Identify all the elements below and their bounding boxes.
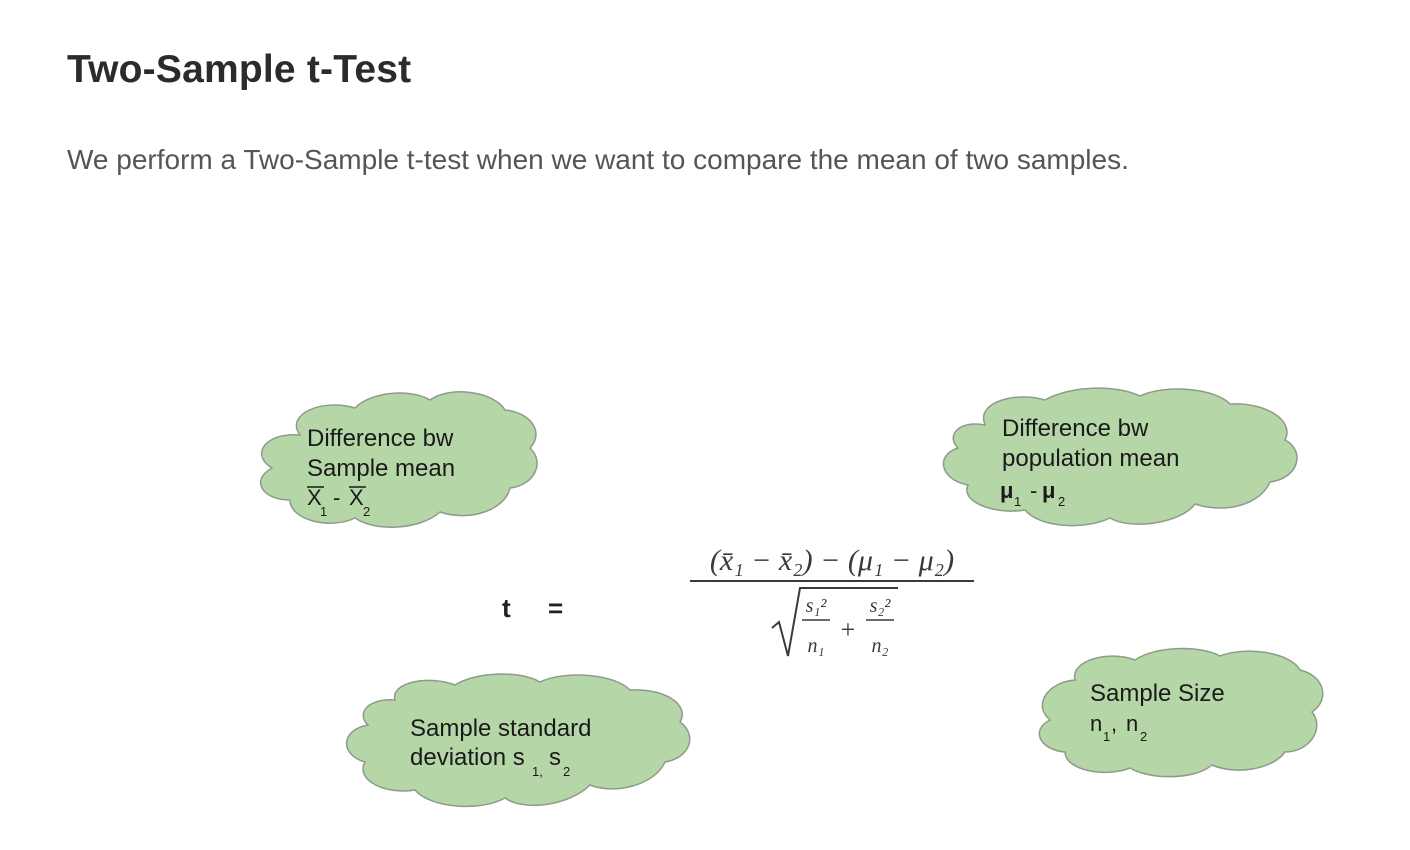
s2-subscript: 2 xyxy=(563,764,571,779)
cloud-std-dev-line1: Sample standard xyxy=(410,715,592,742)
n2-symbol: n xyxy=(1126,711,1139,736)
s2-squared: s₂² xyxy=(869,595,891,617)
n1-denominator: n₁ xyxy=(807,635,825,657)
n1-subscript: 1 xyxy=(1103,729,1111,744)
equation-equals: = xyxy=(548,593,564,623)
cloud-sample-mean xyxy=(261,392,537,527)
mu2-symbol: μ xyxy=(1042,478,1056,503)
mu2-subscript: 2 xyxy=(1058,494,1066,509)
cloud-std-dev-line2: deviation s xyxy=(410,744,525,771)
s1-subscript: 1, xyxy=(532,764,543,779)
xbar1-subscript: 1 xyxy=(320,504,328,519)
cloud-population-mean-line1: Difference bw xyxy=(1002,415,1149,442)
cloud-sample-size-line1: Sample Size xyxy=(1090,680,1225,707)
n-comma: , xyxy=(1111,711,1118,736)
equation-lhs-t: t xyxy=(502,593,511,623)
n2-denominator: n₂ xyxy=(871,635,889,657)
mu1-subscript: 1 xyxy=(1014,494,1022,509)
cloud-population-mean xyxy=(943,388,1297,525)
cloud-population-mean-line2: population mean xyxy=(1002,445,1180,472)
page-title: Two-Sample t-Test xyxy=(67,48,412,91)
xbar1-symbol: X xyxy=(307,485,322,510)
cloud-sample-size xyxy=(1039,649,1322,777)
sqrt-plus: + xyxy=(840,615,856,644)
t-statistic-equation xyxy=(502,544,974,657)
s2-symbol: s xyxy=(549,744,561,771)
intro-paragraph: We perform a Two-Sample t-test when we want to compare the mean of two samples. xyxy=(67,144,1129,175)
cloud-std-dev xyxy=(347,674,690,806)
s1-squared: s₁² xyxy=(805,595,827,617)
xbar2-subscript: 2 xyxy=(363,504,371,519)
mu1-symbol: μ xyxy=(1000,478,1014,503)
xbar2-symbol: X xyxy=(349,485,364,510)
n2-subscript: 2 xyxy=(1140,729,1148,744)
cloud-sample-mean-line2: Sample mean xyxy=(307,455,456,482)
cloud-sample-size-shape xyxy=(1039,649,1322,777)
n1-symbol: n xyxy=(1090,711,1103,736)
mu-minus: - xyxy=(1030,478,1038,503)
equation-numerator: (x̄₁ − x̄₂) − (μ₁ − μ₂) xyxy=(709,544,955,577)
cloud-sample-mean-line1: Difference bw xyxy=(307,425,454,452)
xbar-minus: - xyxy=(333,485,341,510)
